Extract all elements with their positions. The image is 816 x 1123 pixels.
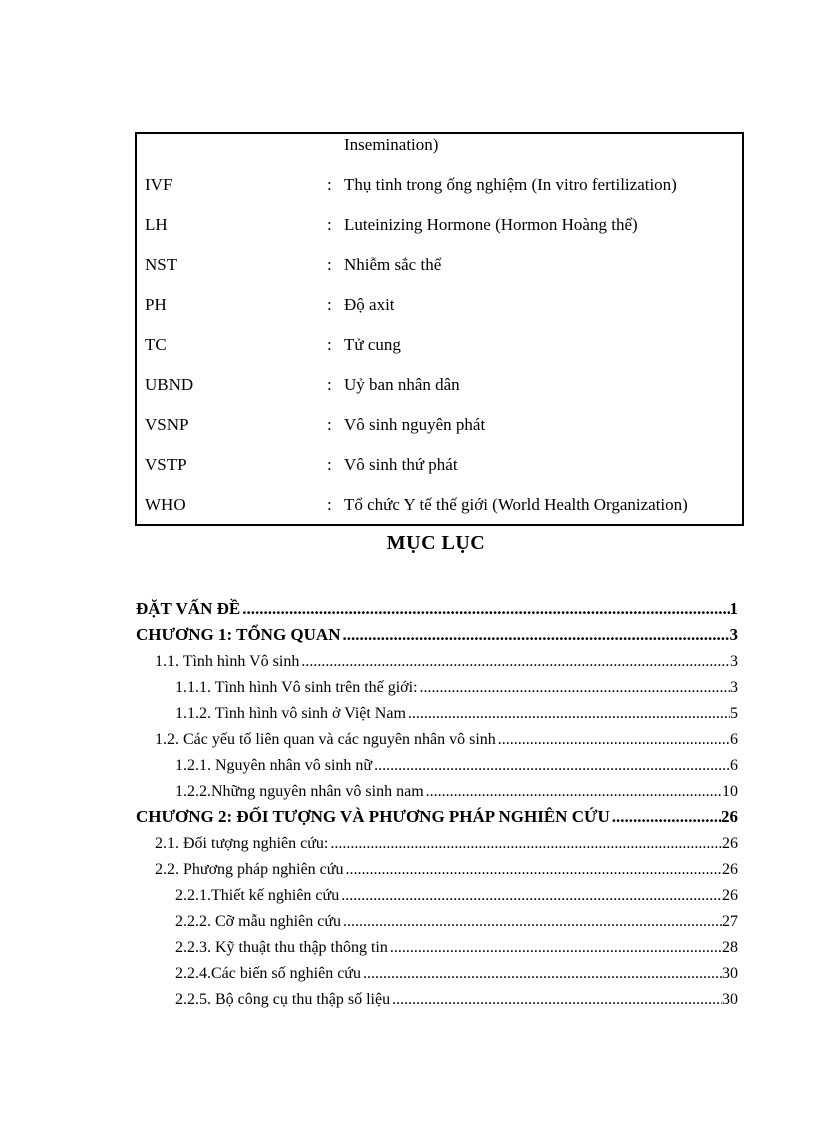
abbreviation-row xyxy=(145,214,745,236)
toc-leader-dots xyxy=(498,731,730,749)
abbreviation-term: UBND xyxy=(145,375,194,394)
toc-entry-text: 1.1. Tình hình Vô sinh xyxy=(155,653,300,670)
abbreviation-term: NST xyxy=(145,255,178,274)
abbreviation-term: TC xyxy=(145,335,167,354)
abbreviation-term: LH xyxy=(145,215,168,234)
toc-entry-text: 2.2.4.Các biến số nghiên cứu xyxy=(175,965,361,982)
toc-entry-text: 2.2.3. Kỹ thuật thu thập thông tin xyxy=(175,939,388,956)
toc-entry[interactable] xyxy=(175,675,738,697)
toc-entry[interactable] xyxy=(155,857,738,879)
toc-entry-page: 1 xyxy=(729,599,738,618)
toc-leader-dots xyxy=(342,625,729,645)
abbreviation-row xyxy=(145,334,745,356)
toc-title: MỤC LỤC xyxy=(386,532,486,554)
abbreviation-colon: : xyxy=(327,255,332,274)
abbreviation-continuation: Insemination) xyxy=(344,135,439,154)
toc-leader-dots xyxy=(242,599,729,619)
toc-entry-text: ĐẶT VẤN ĐỀ xyxy=(136,599,241,618)
toc-entry-page: 6 xyxy=(730,731,738,748)
toc-entry-text: CHƯƠNG 2: ĐỐI TƯỢNG VÀ PHƯƠNG PHÁP NGHIÊN CỨU xyxy=(136,807,610,826)
toc-entry-page: 5 xyxy=(730,705,738,722)
abbreviation-term: VSTP xyxy=(145,455,187,474)
abbreviation-colon: : xyxy=(327,455,332,474)
toc-entry-page: 28 xyxy=(722,939,738,956)
abbreviation-row xyxy=(145,294,745,316)
toc-entry[interactable] xyxy=(175,779,738,801)
toc-leader-dots xyxy=(363,965,722,983)
toc-entry-page: 30 xyxy=(722,991,738,1008)
toc-entry[interactable] xyxy=(175,987,738,1009)
toc-entry-text: 2.2.5. Bộ công cụ thu thập số liệu xyxy=(175,991,391,1008)
abbreviation-row xyxy=(145,374,745,396)
abbreviation-colon: : xyxy=(327,215,332,234)
abbreviation-definition: Độ axit xyxy=(344,295,395,314)
toc-leader-dots xyxy=(330,835,722,853)
toc-entry-text: 2.1. Đối tượng nghiên cứu: xyxy=(155,835,329,852)
toc-entry-text: 2.2.1.Thiết kế nghiên cứu xyxy=(175,887,340,904)
toc-entry[interactable] xyxy=(136,597,738,619)
abbreviation-term: PH xyxy=(145,295,167,314)
toc-leader-dots xyxy=(408,705,730,723)
toc-entry-text: 2.2.2. Cỡ mẫu nghiên cứu xyxy=(175,913,341,930)
abbreviation-colon: : xyxy=(327,335,332,354)
toc-entry-page: 27 xyxy=(722,913,738,930)
toc-entry[interactable] xyxy=(175,909,738,931)
abbreviation-colon: : xyxy=(327,175,332,194)
toc-leader-dots xyxy=(426,783,722,801)
toc-entry-page: 26 xyxy=(721,807,738,826)
abbreviation-term: WHO xyxy=(145,495,186,514)
abbreviation-definition: Tử cung xyxy=(344,335,401,354)
toc-entry-text: CHƯƠNG 1: TỔNG QUAN xyxy=(136,625,341,644)
toc-entry-text: 1.1.1. Tình hình Vô sinh trên thế giới: xyxy=(175,679,418,696)
toc-entry[interactable] xyxy=(155,649,738,671)
toc-entry-text: 1.2.1. Nguyên nhân vô sinh nữ xyxy=(175,757,373,774)
toc-entry[interactable] xyxy=(175,883,738,905)
toc-entry[interactable] xyxy=(175,701,738,723)
toc-entry-page: 10 xyxy=(722,783,738,800)
toc-leader-dots xyxy=(374,757,730,775)
abbreviation-definition: Uỷ ban nhân dân xyxy=(344,375,460,394)
abbreviation-row xyxy=(145,414,745,436)
toc-entry-page: 26 xyxy=(722,861,738,878)
toc-leader-dots xyxy=(341,887,722,905)
toc-entry-text: 1.2. Các yếu tố liên quan và các nguyên nhân vô sinh xyxy=(155,731,496,748)
toc-entry-page: 6 xyxy=(730,757,738,774)
toc-entry[interactable] xyxy=(136,805,738,827)
toc-entry-page: 26 xyxy=(722,835,738,852)
toc-entry-text: 1.1.2. Tình hình vô sinh ở Việt Nam xyxy=(175,705,406,722)
abbreviation-definition: Thụ tinh trong ống nghiệm (In vitro fertilization) xyxy=(344,175,677,194)
abbreviation-definition: Luteinizing Hormone (Hormon Hoàng thể) xyxy=(344,215,638,234)
toc-leader-dots xyxy=(345,861,722,879)
toc-entry[interactable] xyxy=(175,961,738,983)
abbreviation-definition: Vô sinh thứ phát xyxy=(344,455,458,474)
abbreviation-row xyxy=(145,454,745,476)
toc-entry-page: 3 xyxy=(730,653,738,670)
abbreviation-row xyxy=(145,494,745,516)
toc-entry-text: 1.2.2.Những nguyên nhân vô sinh nam xyxy=(175,783,424,800)
toc-entry[interactable] xyxy=(155,831,738,853)
toc-leader-dots xyxy=(612,807,721,827)
abbreviation-colon: : xyxy=(327,295,332,314)
toc-leader-dots xyxy=(392,991,722,1009)
toc-entry[interactable] xyxy=(155,727,738,749)
toc-leader-dots xyxy=(390,939,722,957)
abbreviation-colon: : xyxy=(327,415,332,434)
toc-leader-dots xyxy=(343,913,722,931)
toc-entry[interactable] xyxy=(175,753,738,775)
abbreviation-row xyxy=(145,174,745,196)
toc-entry-page: 26 xyxy=(722,887,738,904)
abbreviation-definition: Vô sinh nguyên phát xyxy=(344,415,486,434)
toc-leader-dots xyxy=(420,679,730,697)
abbreviation-term: IVF xyxy=(145,175,173,194)
abbreviation-definition: Tổ chức Y tế thế giới (World Health Organization) xyxy=(344,495,688,514)
toc-entry-page: 3 xyxy=(730,679,738,696)
abbreviation-colon: : xyxy=(327,495,332,514)
abbreviation-row xyxy=(145,254,745,276)
toc-entry-page: 30 xyxy=(722,965,738,982)
toc-entry-page: 3 xyxy=(729,625,738,644)
abbreviation-colon: : xyxy=(327,375,332,394)
toc-entry-text: 2.2. Phương pháp nghiên cứu xyxy=(155,861,344,878)
toc-entry[interactable] xyxy=(136,623,738,645)
toc-entry[interactable] xyxy=(175,935,738,957)
abbreviation-term: VSNP xyxy=(145,415,189,434)
abbreviation-definition: Nhiễm sắc thể xyxy=(344,255,442,274)
abbreviation-table xyxy=(135,132,744,526)
toc-leader-dots xyxy=(301,653,730,671)
